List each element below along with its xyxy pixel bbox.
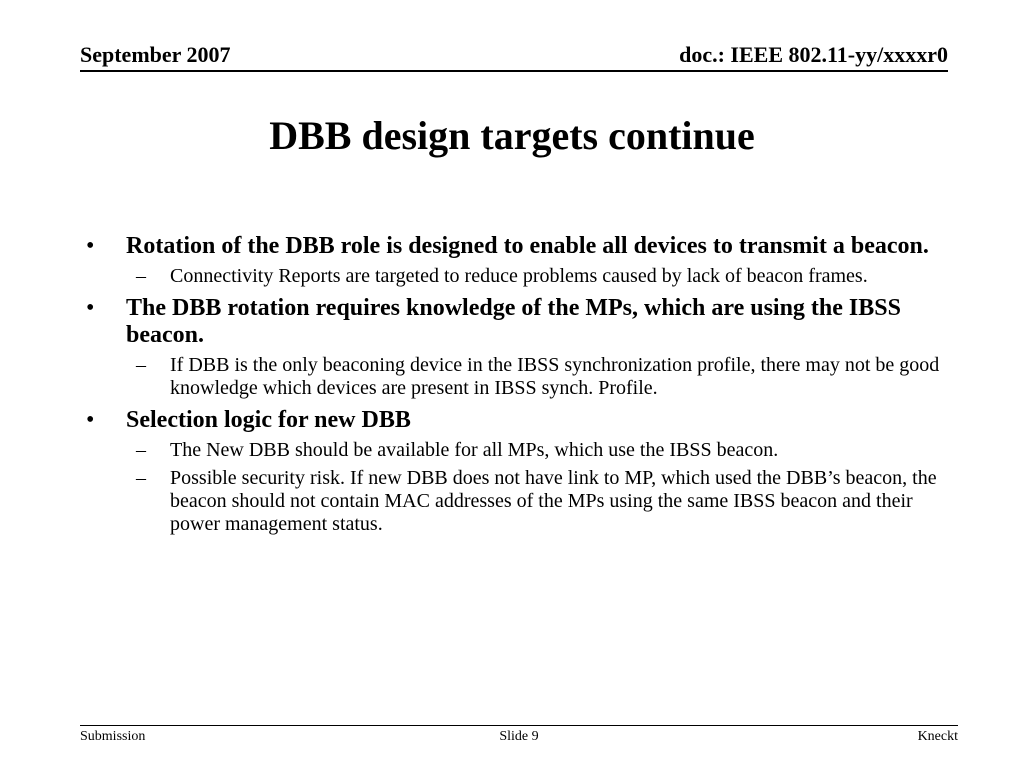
dash-icon: – xyxy=(136,354,146,376)
bullet-1 xyxy=(86,233,946,260)
bullet-text: Rotation of the DBB role is designed to enable all devices to transmit a beacon. xyxy=(126,233,929,259)
sub-bullet-1-1 xyxy=(86,265,946,288)
slide-header xyxy=(80,40,948,72)
bullet-3 xyxy=(86,407,946,434)
slide-title: DBB design targets continue xyxy=(269,113,755,158)
bullet-text: The DBB rotation requires knowledge of the MPs, which are using the IBSS beacon. xyxy=(126,295,901,348)
sub-bullet-text: Connectivity Reports are targeted to reduce problems caused by lack of beacon frames. xyxy=(170,265,868,287)
sub-bullet-text: The New DBB should be available for all MPs, which use the IBSS beacon. xyxy=(170,439,779,461)
slide-body xyxy=(86,226,946,536)
header-date: September 2007 xyxy=(80,42,231,67)
header-doc-id: doc.: IEEE 802.11-yy/xxxxr0 xyxy=(679,42,948,67)
bullet-text: Selection logic for new DBB xyxy=(126,407,411,433)
footer-author: Kneckt xyxy=(917,729,958,744)
sub-bullet-text: If DBB is the only beaconing device in the IBSS synchronization profile, there may not be good knowledge which devices are present in IBSS synch. Profile. xyxy=(170,354,940,399)
sub-bullet-2-1 xyxy=(86,354,946,400)
dash-icon: – xyxy=(136,265,146,287)
bullet-dot-icon: • xyxy=(86,407,95,433)
bullet-dot-icon: • xyxy=(86,295,95,321)
footer-slide-number: Slide 9 xyxy=(499,729,539,744)
sub-bullet-3-1 xyxy=(86,439,946,462)
dash-icon: – xyxy=(136,439,146,461)
slide-footer xyxy=(80,725,958,746)
dash-icon: – xyxy=(136,467,146,489)
footer-submission: Submission xyxy=(80,729,146,744)
bullet-dot-icon: • xyxy=(86,233,95,259)
sub-bullet-text: Possible security risk. If new DBB does not have link to MP, which used the DBB’s beacon, the beacon should not contain MAC addresses of the MPs using the same IBSS beacon and their power management status. xyxy=(170,467,937,535)
sub-bullet-3-2 xyxy=(86,467,946,536)
bullet-2 xyxy=(86,295,946,349)
